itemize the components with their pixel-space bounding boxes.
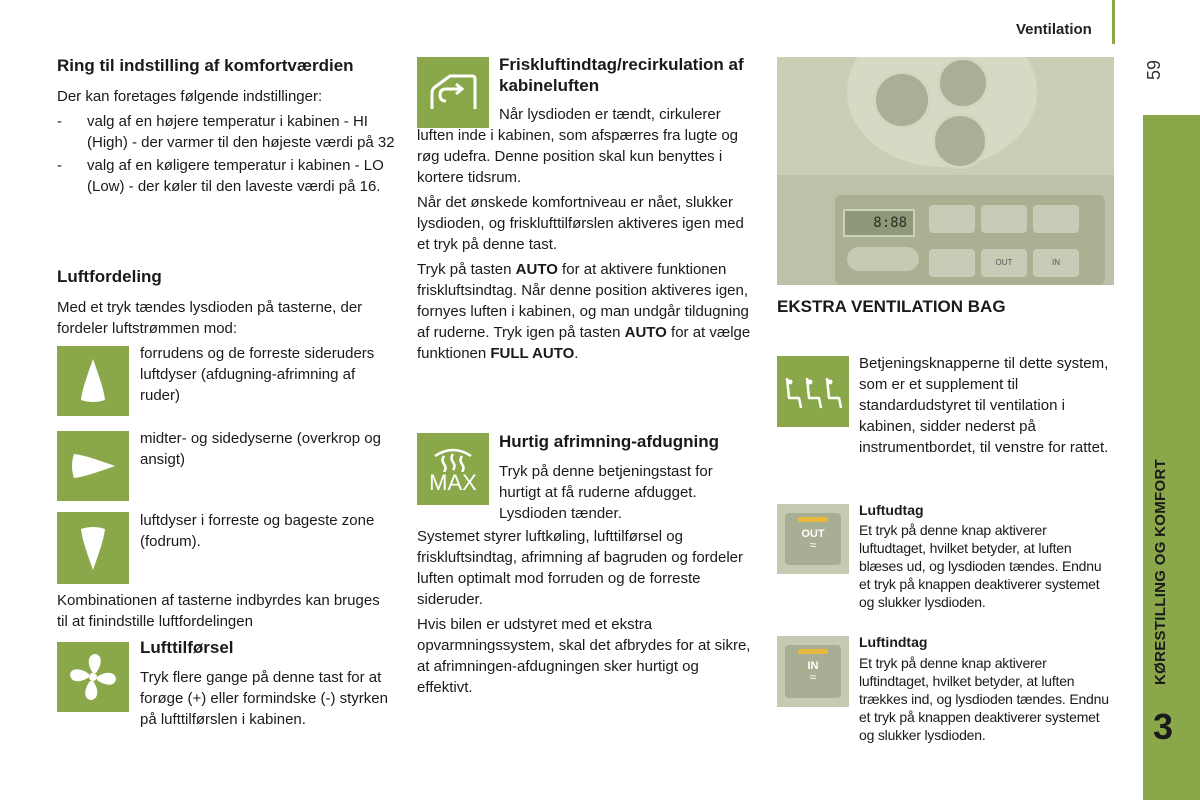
air-option-text: forrudens og de forreste sideruders luftdyser (afdugning-afrimning af ruder) bbox=[140, 345, 375, 404]
in-label: IN bbox=[807, 660, 819, 672]
comfort-heading: Ring til indstilling af komfortværdien bbox=[57, 56, 354, 75]
rear-seats-icon bbox=[783, 372, 843, 412]
photo-button bbox=[1033, 205, 1079, 233]
text-span: Tryk på tasten bbox=[417, 261, 516, 278]
chapter-title: KØRESTILLING OG KOMFORT bbox=[1152, 458, 1169, 685]
photo-button bbox=[981, 205, 1027, 233]
comfort-list bbox=[57, 111, 397, 197]
section-title: Ventilation bbox=[1016, 21, 1092, 38]
vent-grille bbox=[932, 113, 988, 169]
air-out-heading: Luftudtag bbox=[859, 502, 924, 518]
text-span: for at aktivere funktionen friskluftsindtag. Når denne position aktiveres igen, fornyes luften i kabinen, og man undgår tildugning af ruderne. Tryk igen på tasten bbox=[417, 261, 749, 341]
defrost-paragraph: Systemet styrer luftkøling, lufttilførsel og friskluftsindtag, afrimning af bagruden og fordeler luften optimalt mod forruden og de forreste sideruder. bbox=[417, 528, 744, 608]
led-indicator bbox=[798, 517, 828, 522]
arrow-right-icon bbox=[68, 446, 118, 486]
airflow-icon: ≈ bbox=[809, 538, 817, 552]
auto-label: AUTO bbox=[624, 324, 667, 341]
fan-heading: Lufttilførsel bbox=[140, 638, 234, 657]
recirc-paragraph: Når lysdioden er tændt, cirkulerer luften inde i kabinen, som afspærres fra lugte og røg udefra. Denne position skal kun benyttes i kortere tidsrum. bbox=[417, 106, 739, 186]
vent-grille bbox=[873, 71, 931, 129]
auto-label: AUTO bbox=[515, 261, 558, 278]
air-in-text: Et tryk på denne knap aktiverer luftindtaget, hvilket betyder, at luften trækkes ind, og lysdioden tændes. Endnu et tryk på knappen deaktiverer systemet og slukker lysdioden. bbox=[859, 655, 1109, 743]
text-span: . bbox=[574, 345, 579, 362]
photo-out-button: OUT bbox=[981, 249, 1027, 277]
photo-button bbox=[929, 205, 975, 233]
defrost-paragraph: Tryk på denne betjeningstast for hurtigt at få ruderne afdugget. Lysdioden tænder. bbox=[499, 463, 713, 522]
air-distribution-heading: Luftfordeling bbox=[57, 267, 162, 286]
extra-ventilation-text: Betjeningsknapperne til dette system, som er et supplement til standardudstyret til ventilation i kabinen, sidder nederst på instrumentbordet, til venstre for rattet. bbox=[859, 355, 1109, 456]
air-in-button[interactable] bbox=[777, 636, 849, 707]
arrow-down-icon bbox=[73, 523, 113, 573]
air-option-text: midter- og sidedyserne (overkrop og ansigt) bbox=[140, 430, 381, 468]
combination-text: Kombinationen af tasterne indbyrdes kan bruges til at finindstille luftfordelingen bbox=[57, 592, 380, 630]
defrost-heading: Hurtig afrimning-afdugning bbox=[499, 432, 720, 451]
full-auto-label: FULL AUTO bbox=[490, 345, 575, 362]
fan-icon bbox=[67, 651, 119, 703]
max-label: MAX bbox=[429, 470, 477, 495]
ventilation-photo bbox=[777, 57, 1114, 285]
air-distribution-intro: Med et tryk tændes lysdioden på tasterne, der fordeler luftstrømmen mod: bbox=[57, 299, 363, 337]
defrost-paragraph: Hvis bilen er udstyret med et ekstra opvarmningssystem, skal det afbrydes for at sikre, at afrimningen-afdugningen sker hurtigt og effektivt. bbox=[417, 616, 751, 696]
recirc-paragraph bbox=[417, 259, 757, 364]
comfort-section bbox=[57, 55, 397, 199]
photo-in-button: IN bbox=[1033, 249, 1079, 277]
in-key bbox=[785, 645, 841, 698]
page-number: 59 bbox=[1144, 59, 1164, 80]
foot-vents-button[interactable] bbox=[57, 512, 129, 584]
fan-speed-button[interactable] bbox=[57, 642, 129, 712]
air-option-text: luftdyser i forreste og bageste zone (fodrum). bbox=[140, 512, 375, 550]
chapter-sidebar bbox=[1143, 115, 1200, 800]
air-out-text: Et tryk på denne knap aktiverer luftudtaget, hvilket betyder, at luften blæses ud, og lysdioden tændes. Endnu et tryk på knappen deaktiverer systemet og slukker lysdioden. bbox=[859, 522, 1102, 610]
vent-grille bbox=[937, 57, 989, 109]
fan-text: Tryk flere gange på denne tast for at forøge (+) eller formindske (-) styrken på lufttilførslen i kabinen. bbox=[140, 669, 388, 728]
defrost-body bbox=[417, 461, 757, 698]
list-item: - valg af en køligere temperatur i kabinen - LO (Low) - der køler til den laveste værdi på 16. bbox=[57, 155, 397, 197]
rear-ventilation-icon-box bbox=[777, 356, 849, 427]
dial-controls bbox=[847, 247, 919, 271]
air-in-heading: Luftindtag bbox=[859, 634, 928, 650]
recirc-heading: Friskluftindtag/recirkulation af kabineluften bbox=[499, 55, 744, 95]
temperature-display: 8:88 bbox=[843, 209, 915, 237]
text-span: for at vælge funktionen bbox=[417, 324, 751, 362]
recirc-paragraph: Når det ønskede komfortniveau er nået, slukker lysdioden, og frisklufttilførslen aktiveres igen med et tryk på denne tast. bbox=[417, 194, 744, 253]
windscreen-vents-button[interactable] bbox=[57, 346, 129, 416]
recirc-body bbox=[417, 104, 757, 364]
out-label: OUT bbox=[801, 528, 825, 540]
out-key bbox=[785, 513, 841, 565]
air-out-button[interactable] bbox=[777, 504, 849, 574]
photo-button bbox=[929, 249, 975, 277]
face-vents-button[interactable] bbox=[57, 431, 129, 501]
list-item: - valg af en højere temperatur i kabinen - HI (High) - der varmer til den højeste værdi på 32 bbox=[57, 111, 397, 153]
arrow-up-icon bbox=[73, 356, 113, 406]
chapter-number: 3 bbox=[1153, 706, 1174, 747]
extra-ventilation-heading: EKSTRA VENTILATION BAG bbox=[777, 297, 1006, 316]
airflow-icon: ≈ bbox=[809, 670, 817, 684]
led-indicator bbox=[798, 649, 828, 654]
comfort-intro: Der kan foretages følgende indstillinger: bbox=[57, 88, 323, 105]
header-divider bbox=[1112, 0, 1115, 44]
